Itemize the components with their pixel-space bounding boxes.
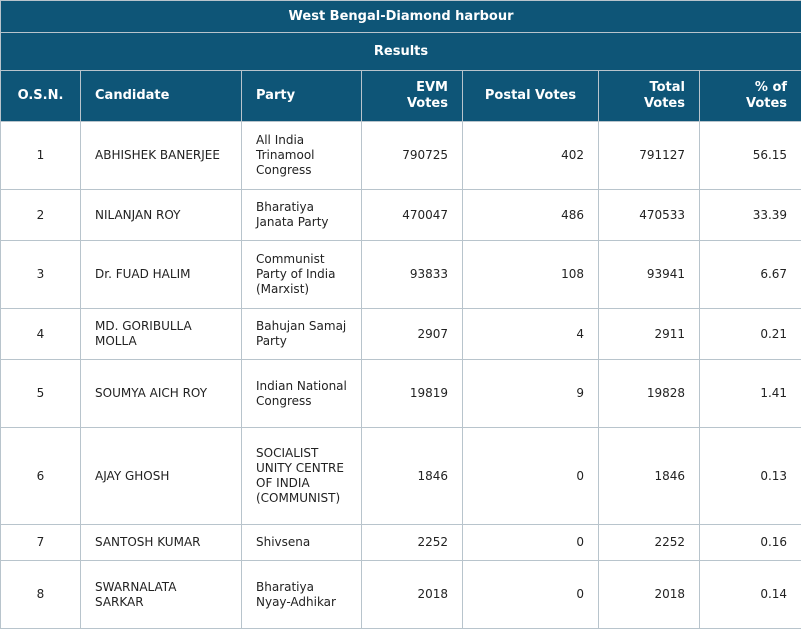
cell-total-votes: 19828 (599, 360, 700, 428)
cell-postal-votes: 0 (463, 561, 599, 629)
cell-postal-votes: 9 (463, 360, 599, 428)
cell-osn: 3 (1, 241, 81, 309)
cell-evm-votes: 470047 (362, 190, 463, 241)
header-row (1, 71, 801, 122)
cell-total-votes: 2252 (599, 525, 700, 561)
cell-total-votes: 2018 (599, 561, 700, 629)
cell-total-votes: 470533 (599, 190, 700, 241)
header-total-votes: Total Votes (599, 71, 700, 122)
cell-osn: 8 (1, 561, 81, 629)
cell-percent-votes: 56.15 (700, 122, 801, 190)
cell-osn: 7 (1, 525, 81, 561)
cell-party: Bahujan Samaj Party (242, 309, 362, 360)
cell-candidate: NILANJAN ROY (81, 190, 242, 241)
header-candidate: Candidate (81, 71, 242, 122)
cell-evm-votes: 1846 (362, 428, 463, 525)
table-row (1, 309, 801, 360)
cell-total-votes: 1846 (599, 428, 700, 525)
cell-total-votes: 93941 (599, 241, 700, 309)
cell-party: Bharatiya Janata Party (242, 190, 362, 241)
cell-party: Shivsena (242, 525, 362, 561)
cell-evm-votes: 19819 (362, 360, 463, 428)
table-row (1, 525, 801, 561)
table-row (1, 428, 801, 525)
cell-postal-votes: 0 (463, 525, 599, 561)
header-evm-votes: EVM Votes (362, 71, 463, 122)
table-row (1, 360, 801, 428)
table-row (1, 561, 801, 629)
table-title: West Bengal-Diamond harbour (1, 1, 801, 33)
cell-party: Indian National Congress (242, 360, 362, 428)
cell-party: All India Trinamool Congress (242, 122, 362, 190)
cell-candidate: Dr. FUAD HALIM (81, 241, 242, 309)
header-party: Party (242, 71, 362, 122)
cell-evm-votes: 2252 (362, 525, 463, 561)
cell-percent-votes: 0.16 (700, 525, 801, 561)
cell-percent-votes: 0.13 (700, 428, 801, 525)
table-subtitle: Results (1, 33, 801, 71)
table-row (1, 190, 801, 241)
subtitle-row (1, 33, 801, 71)
cell-candidate: SOUMYA AICH ROY (81, 360, 242, 428)
cell-party: SOCIALIST UNITY CENTRE OF INDIA (COMMUNIST) (242, 428, 362, 525)
cell-total-votes: 791127 (599, 122, 700, 190)
cell-percent-votes: 33.39 (700, 190, 801, 241)
cell-postal-votes: 108 (463, 241, 599, 309)
cell-evm-votes: 2907 (362, 309, 463, 360)
cell-total-votes: 2911 (599, 309, 700, 360)
cell-postal-votes: 486 (463, 190, 599, 241)
table-row (1, 241, 801, 309)
cell-percent-votes: 6.67 (700, 241, 801, 309)
cell-candidate: SANTOSH KUMAR (81, 525, 242, 561)
cell-party: Communist Party of India (Marxist) (242, 241, 362, 309)
cell-postal-votes: 4 (463, 309, 599, 360)
cell-percent-votes: 0.14 (700, 561, 801, 629)
cell-evm-votes: 790725 (362, 122, 463, 190)
cell-evm-votes: 93833 (362, 241, 463, 309)
cell-candidate: MD. GORIBULLA MOLLA (81, 309, 242, 360)
header-percent-votes: % of Votes (700, 71, 801, 122)
cell-candidate: SWARNALATA SARKAR (81, 561, 242, 629)
cell-osn: 5 (1, 360, 81, 428)
header-postal-votes: Postal Votes (463, 71, 599, 122)
cell-osn: 4 (1, 309, 81, 360)
cell-osn: 1 (1, 122, 81, 190)
cell-percent-votes: 0.21 (700, 309, 801, 360)
cell-osn: 2 (1, 190, 81, 241)
cell-candidate: AJAY GHOSH (81, 428, 242, 525)
cell-candidate: ABHISHEK BANERJEE (81, 122, 242, 190)
cell-postal-votes: 0 (463, 428, 599, 525)
cell-evm-votes: 2018 (362, 561, 463, 629)
header-osn: O.S.N. (1, 71, 81, 122)
cell-party: Bharatiya Nyay-Adhikar (242, 561, 362, 629)
cell-osn: 6 (1, 428, 81, 525)
cell-postal-votes: 402 (463, 122, 599, 190)
title-row (1, 1, 801, 33)
table-row (1, 122, 801, 190)
cell-percent-votes: 1.41 (700, 360, 801, 428)
